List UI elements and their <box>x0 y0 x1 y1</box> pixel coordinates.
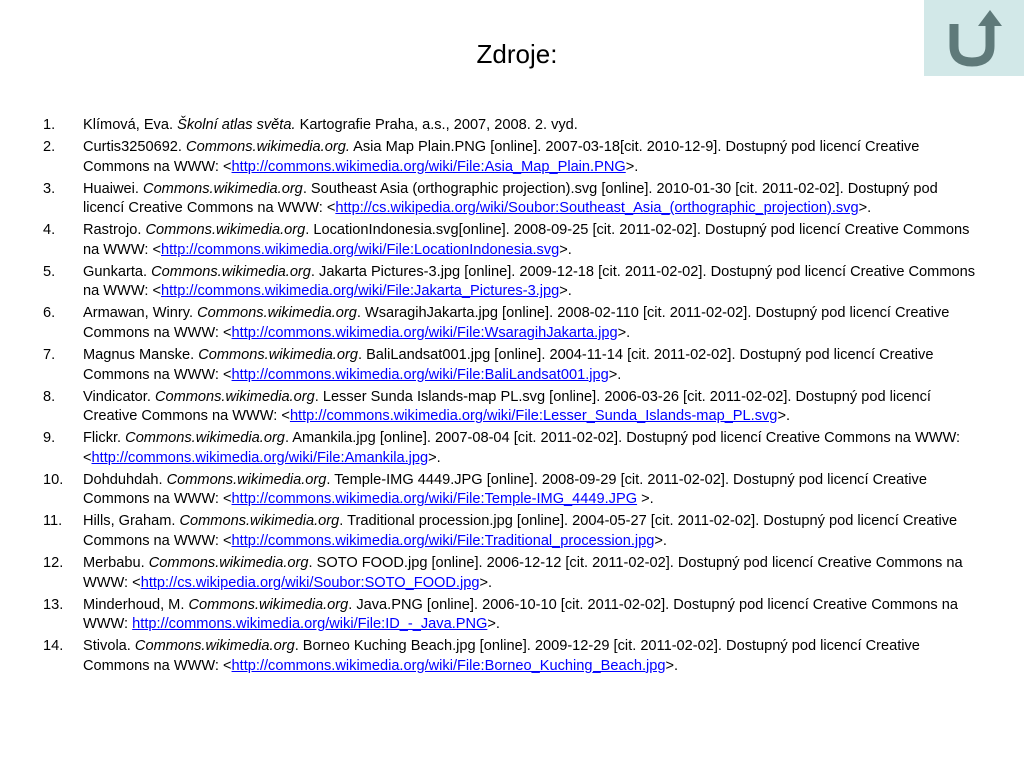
link-close-bracket: >. <box>637 491 654 508</box>
reference-details: . Traditional procession.jpg [online]. 2004-05-27 [cit. 2011-02-02]. Dostupný pod licencí Creative Commons na WWW: <box>83 513 958 549</box>
link-open-bracket: < <box>281 408 290 425</box>
link-open-bracket: < <box>223 657 232 674</box>
reference-source: Commons.wikimedia.org <box>154 388 315 405</box>
reference-link[interactable]: http://cs.wikipedia.org/wiki/Soubor:SOTO_FOOD.jpg <box>140 574 480 591</box>
link-open-bracket: < <box>152 241 161 258</box>
reference-item <box>43 116 978 136</box>
reference-author: Merbabu. <box>83 555 149 572</box>
reference-author: Armawan, Winry. <box>83 305 198 322</box>
link-open-bracket: < <box>223 532 232 549</box>
link-close-bracket: >. <box>559 283 572 300</box>
reference-number: 11. <box>43 513 63 530</box>
reference-number: 12. <box>43 555 64 572</box>
link-close-bracket: >. <box>559 241 572 258</box>
reference-item <box>43 346 978 385</box>
link-close-bracket: >. <box>665 657 679 674</box>
link-open-bracket: < <box>326 200 336 217</box>
reference-item <box>43 304 978 343</box>
reference-number: 1. <box>43 117 56 133</box>
reference-author: Dohduhdah. <box>83 471 167 488</box>
reference-number: 6. <box>43 305 56 322</box>
link-close-bracket: >. <box>654 532 667 549</box>
reference-item <box>43 221 978 260</box>
reference-link[interactable]: http://commons.wikimedia.org/wiki/File:Amankila.jpg <box>91 449 429 466</box>
reference-details: . Amankila.jpg [online]. 2007-08-04 [cit. 2011-02-02]. Dostupný pod licencí Creative Commons na WWW: <box>284 430 961 447</box>
reference-number: 5. <box>43 263 56 280</box>
reference-details: . Lesser Sunda Islands-map PL.svg [online]. 2006-03-26 [cit. 2011-02-02]. Dostupný pod licencí Creative Commons na WWW: <box>83 388 931 425</box>
page-title: Zdroje: <box>476 39 558 69</box>
reference-author: Huaiwei. <box>83 180 144 197</box>
reference-link[interactable]: http://commons.wikimedia.org/wiki/File:Jakarta_Pictures-3.jpg <box>161 283 560 300</box>
reference-number: 7. <box>43 347 56 364</box>
reference-details: . Java.PNG [online]. 2006-10-10 [cit. 2011-02-02]. Dostupný pod licencí Creative Commons na WWW: <box>83 596 958 633</box>
reference-author: Klímová, Eva. <box>83 117 178 133</box>
link-close-bracket: >. <box>777 408 791 425</box>
link-open-bracket: < <box>132 574 141 591</box>
link-close-bracket: >. <box>858 200 872 217</box>
reference-item <box>43 263 978 302</box>
reference-source: Commons.wikimedia.org <box>134 638 295 655</box>
reference-source: Commons.wikimedia.org <box>198 347 358 364</box>
reference-number: 8. <box>43 388 56 405</box>
reference-author: Rastrojo. <box>83 222 146 239</box>
reference-link[interactable]: http://commons.wikimedia.org/wiki/File:Traditional_procession.jpg <box>231 532 655 549</box>
reference-details: . Jakarta Pictures-3.jpg [online]. 2009-12-18 [cit. 2011-02-02]. Dostupný pod licencí Creative Commons na WWW: <box>83 263 976 300</box>
link-open-bracket: < <box>83 449 92 466</box>
reference-number: 14. <box>43 638 64 655</box>
reference-source: Commons.wikimedia.org <box>148 555 309 572</box>
reference-source: Commons.wikimedia.org <box>179 513 340 530</box>
reference-source: Commons.wikimedia.org <box>197 305 357 322</box>
reference-number: 9. <box>43 430 56 447</box>
reference-item <box>43 429 978 468</box>
reference-source: Školní atlas světa. <box>177 117 296 133</box>
link-open-bracket: < <box>223 324 232 341</box>
reference-author: Minderhoud, M. <box>83 596 189 613</box>
reference-author: Vindicator. <box>83 388 155 405</box>
reference-source: Commons.wikimedia.org. <box>186 139 350 156</box>
reference-details: . LocationIndonesia.svg[online]. 2008-09-25 [cit. 2011-02-02]. Dostupný pod licencí Creative Commons na WWW: <box>83 222 970 258</box>
reference-link[interactable]: http://commons.wikimedia.org/wiki/File:WsaragihJakarta.jpg <box>231 324 618 341</box>
reference-number: 10. <box>43 471 64 488</box>
reference-link[interactable]: http://commons.wikimedia.org/wiki/File:Borneo_Kuching_Beach.jpg <box>231 657 666 674</box>
reference-details: . Borneo Kuching Beach.jpg [online]. 2009-12-29 [cit. 2011-02-02]. Dostupný pod licencí Creative Commons na WWW: <box>83 638 920 674</box>
link-open-bracket: < <box>223 491 232 508</box>
reference-number: 3. <box>43 180 56 197</box>
reference-details: . Temple-IMG 4449.JPG [online]. 2008-09-29 [cit. 2011-02-02]. Dostupný pod licencí Creative Commons na WWW: <box>83 471 927 508</box>
reference-details: Asia Map Plain.PNG [online]. 2007-03-18[cit. 2010-12-9]. Dostupný pod licencí Creative Commons na WWW: <box>83 139 920 175</box>
reference-source: Commons.wikimedia.org <box>145 222 306 239</box>
reference-item <box>43 554 978 593</box>
reference-link[interactable]: http://commons.wikimedia.org/wiki/File:ID_-_Java.PNG <box>132 616 488 633</box>
link-close-bracket: >. <box>617 324 631 341</box>
reference-author: Gunkarta. <box>83 263 152 280</box>
reference-source: Commons.wikimedia.org <box>151 263 311 280</box>
reference-list <box>43 116 978 679</box>
reference-author: Stivola. <box>83 638 135 655</box>
reference-link[interactable]: http://cs.wikipedia.org/wiki/Soubor:Southeast_Asia_(orthographic_projection).svg <box>335 200 859 217</box>
reference-link[interactable]: http://commons.wikimedia.org/wiki/File:Lesser_Sunda_Islands-map_PL.svg <box>289 408 778 425</box>
reference-author: Magnus Manske. <box>83 347 199 364</box>
reference-item <box>43 596 978 635</box>
reference-author: Curtis3250692. <box>83 139 187 156</box>
reference-link[interactable]: http://commons.wikimedia.org/wiki/File:Asia_Map_Plain.PNG <box>231 158 626 175</box>
reference-item <box>43 138 978 177</box>
reference-details: . SOTO FOOD.jpg [online]. 2006-12-12 [cit. 2011-02-02]. Dostupný pod licencí Creative Commons na WWW: <box>83 555 963 591</box>
reference-author: Hills, Graham. <box>83 513 180 530</box>
reference-source: Commons.wikimedia.org <box>166 471 327 488</box>
reference-number: 4. <box>43 222 56 239</box>
reference-number: 13. <box>43 596 64 613</box>
reference-author: Flickr. <box>83 430 126 447</box>
reference-item <box>43 388 978 427</box>
reference-link[interactable]: http://commons.wikimedia.org/wiki/File:BaliLandsat001.jpg <box>231 366 609 383</box>
reference-link[interactable]: http://commons.wikimedia.org/wiki/File:LocationIndonesia.svg <box>161 241 560 258</box>
link-open-bracket: < <box>223 158 232 175</box>
reference-details: . WsaragihJakarta.jpg [online]. 2008-02-110 [cit. 2011-02-02]. Dostupný pod licencí Creative Commons na WWW: <box>83 305 950 341</box>
reference-details: . BaliLandsat001.jpg [online]. 2004-11-14 [cit. 2011-02-02]. Dostupný pod licencí Creative Commons na WWW: <box>83 347 934 383</box>
link-open-bracket: < <box>152 283 161 300</box>
reference-item <box>43 512 978 551</box>
link-close-bracket: >. <box>625 158 639 175</box>
link-close-bracket: >. <box>608 366 622 383</box>
reference-item <box>43 471 978 510</box>
reference-source: Commons.wikimedia.org <box>188 596 349 613</box>
reference-item <box>43 637 978 676</box>
reference-source: Commons.wikimedia.org <box>143 180 303 197</box>
reference-item <box>43 180 978 219</box>
reference-link[interactable]: http://commons.wikimedia.org/wiki/File:Temple-IMG_4449.JPG <box>231 491 638 508</box>
link-close-bracket: >. <box>479 574 493 591</box>
reference-details: . Southeast Asia (orthographic projection).svg [online]. 2010-01-30 [cit. 2011-02-02]. Dostupný pod licencí Creative Commons na WWW: <box>83 180 938 217</box>
link-close-bracket: >. <box>428 449 441 466</box>
link-open-bracket: < <box>223 366 232 383</box>
link-close-bracket: >. <box>487 616 500 633</box>
reference-details: Kartografie Praha, a.s., 2007, 2008. 2. vyd. <box>295 117 578 133</box>
reference-source: Commons.wikimedia.org <box>125 430 285 447</box>
reference-number: 2. <box>43 139 56 156</box>
